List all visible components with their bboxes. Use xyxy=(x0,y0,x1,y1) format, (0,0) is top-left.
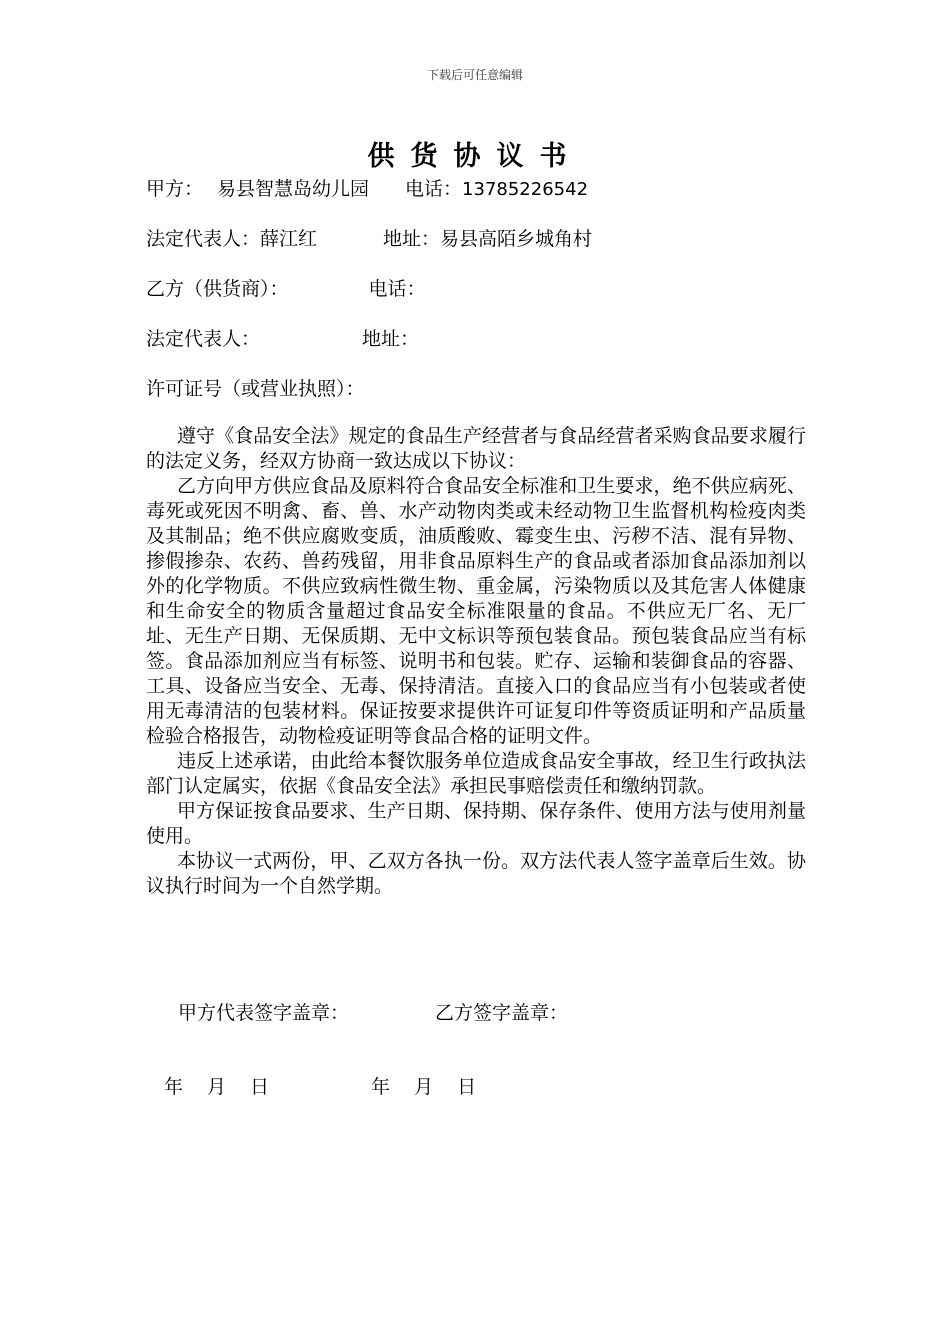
document-title: 供货协议书 xyxy=(367,141,583,172)
party-a-addr-label: 地址： xyxy=(383,228,441,250)
paragraph: 遵守《食品安全法》规定的食品生产经营者与食品经营者采购食品要求履行的法定义务，经双方协商一致达成以下协议： xyxy=(146,425,806,472)
paragraph: 甲方保证按食品要求、生产日期、保持期、保存条件、使用方法与使用剂量使用。 xyxy=(146,800,806,847)
date-b-month: 月 xyxy=(414,1076,434,1098)
paragraph: 违反上述承诺，由此给本餐饮服务单位造成食品安全事故，经卫生行政执法部门认定属实，依据《食品安全法》承担民事赔偿责任和缴纳罚款。 xyxy=(146,750,806,797)
date-a-year: 年 xyxy=(164,1076,184,1098)
party-b-label: 乙方（供货商）： xyxy=(146,278,289,300)
party-a-rep: 薛江红 xyxy=(260,228,318,250)
party-a-signature-label: 甲方代表签字盖章： xyxy=(178,1002,350,1024)
paragraph: 本协议一式两份，甲、乙双方各执一份。双方法代表人签字盖章后生效。协议执行时间为一个自然学期。 xyxy=(146,850,806,897)
party-b-phone-label: 电话： xyxy=(368,278,426,300)
party-a-phone: 13785226542 xyxy=(462,179,589,200)
header-note: 下载后可任意编辑 xyxy=(426,68,523,82)
party-a-rep-line xyxy=(146,224,592,251)
party-b-addr-label: 地址： xyxy=(362,328,420,350)
party-b-signature-label: 乙方签字盖章： xyxy=(435,1002,569,1024)
party-b-rep-label: 法定代表人： xyxy=(146,328,261,350)
party-a-line xyxy=(146,174,588,201)
date-b-day: 日 xyxy=(457,1076,477,1098)
date-row xyxy=(164,1072,476,1099)
party-a-rep-label: 法定代表人： xyxy=(146,228,261,250)
date-b-year: 年 xyxy=(371,1076,391,1098)
party-a-phone-label: 电话： xyxy=(405,178,463,200)
signature-row xyxy=(178,998,568,1025)
party-b-rep-line xyxy=(146,324,419,351)
date-a-day: 日 xyxy=(250,1076,270,1098)
party-a-label: 甲方： xyxy=(146,178,204,200)
party-a-addr: 易县高陌乡城角村 xyxy=(440,228,593,250)
paragraph: 乙方向甲方供应食品及原料符合食品安全标准和卫生要求，绝不供应病死、毒死或死因不明禽、畜、兽、水产动物肉类或未经动物卫生监督机构检疫肉类及其制品；绝不供应腐败变质，油质酸败、霉变生虫、污秽不洁、混有异物、掺假掺杂、农药、兽药残留，用非食品原料生产的食品或者添加食品添加剂以外的化学物质。不供应致病性微生物、重金属，污染物质以及其危害人体健康和生命安全的物质含量超过食品安全标准限量的食品。不供应无厂名、无厂址、无生产日期、无保质期、无中文标识等预包装食品。预包装食品应当有标签。食品添加剂应当有标签、说明书和包装。贮存、运输和装御食品的容器、工具、设备应当安全、无毒、保持清洁。直接入口的食品应当有小包装或者使用无毒清洁的包装材料。保证按要求提供许可证复印件等资质证明和产品质量检验合格报告，动物检疫证明等食品合格的证明文件。 xyxy=(146,475,806,747)
agreement-body xyxy=(146,424,806,899)
license-line xyxy=(146,374,365,401)
party-a-name: 易县智慧岛幼儿园 xyxy=(217,178,370,200)
party-b-line xyxy=(146,274,426,301)
date-a-month: 月 xyxy=(207,1076,227,1098)
license-label: 许可证号（或营业执照）： xyxy=(146,378,365,400)
